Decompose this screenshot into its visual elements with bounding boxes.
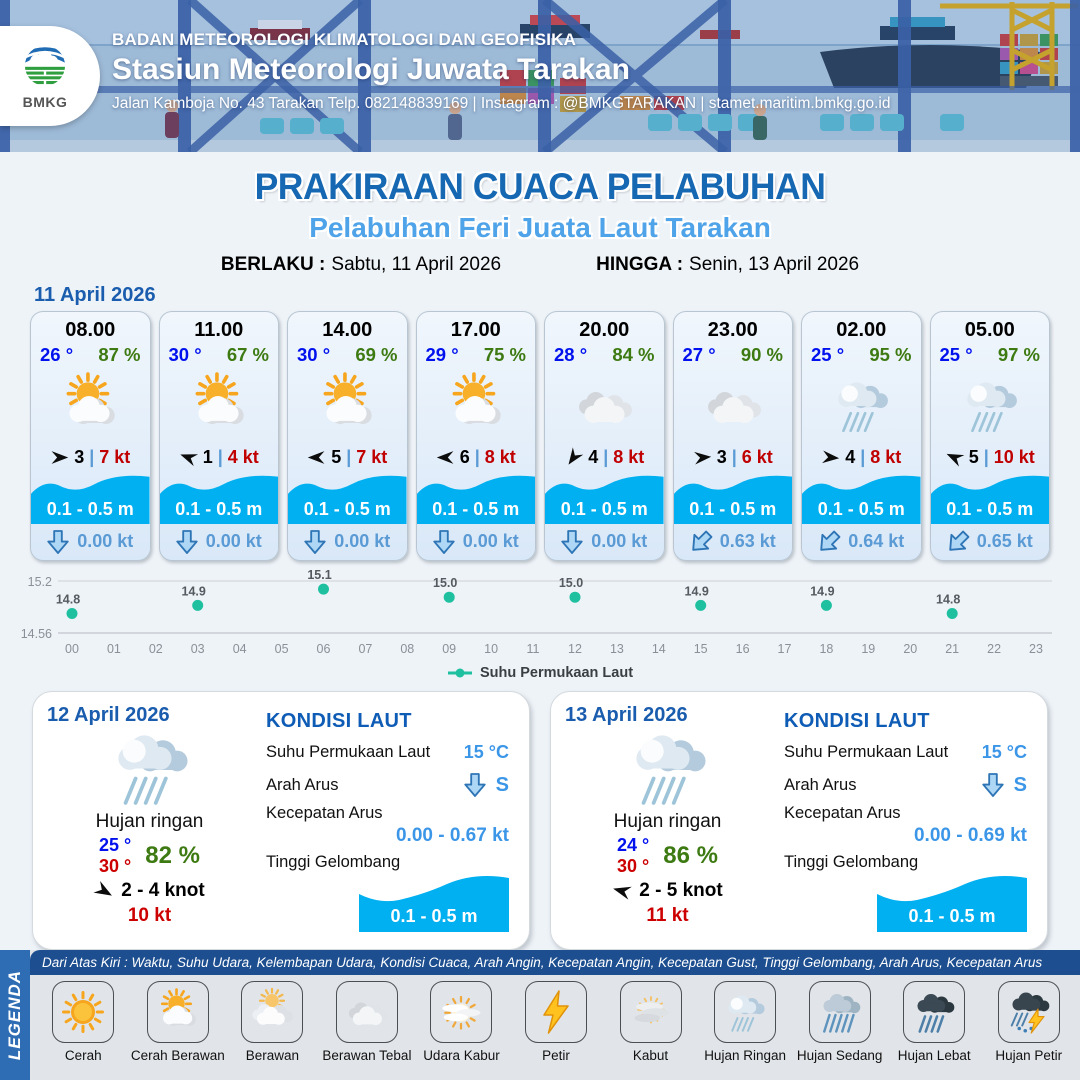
day-weather-icon: [95, 721, 205, 813]
bmkg-logo: [0, 26, 100, 126]
weather-icon: [954, 372, 1026, 438]
legend-weather-icon: [1003, 988, 1055, 1036]
wave-height-label: Tinggi Gelombang: [266, 853, 401, 871]
svg-text:11: 11: [526, 642, 540, 656]
current-direction-label: Arah Arus: [266, 775, 339, 794]
legend-weather-icon: [152, 988, 204, 1036]
current-speed: 0.00 kt: [462, 531, 519, 552]
legend-item: [414, 981, 509, 1063]
wind-speed: 1: [202, 446, 213, 467]
forecast-time: 02.00: [836, 319, 887, 341]
wave-height-band: [802, 471, 921, 524]
chart-legend: [20, 665, 1060, 681]
legend-item: [981, 981, 1076, 1063]
legend-weather-icon: [625, 988, 677, 1036]
weather-icon: [183, 372, 255, 438]
wind-direction-icon: [560, 444, 586, 470]
svg-text:18: 18: [819, 642, 834, 656]
forecast-card: [416, 311, 537, 561]
wind-direction-icon: [176, 445, 200, 469]
svg-text:15.2: 15.2: [27, 575, 52, 589]
wind-direction-icon: [436, 448, 455, 467]
wind-direction-icon: [820, 447, 841, 468]
legend-item-label: Cerah Berawan: [130, 1048, 225, 1063]
forecast-card: [30, 311, 151, 561]
svg-text:17: 17: [777, 642, 792, 656]
legend-item: [792, 981, 887, 1063]
legend-weather-icon: [341, 988, 393, 1036]
current-speed-value: 0.00 - 0.69 kt: [913, 825, 1027, 846]
svg-text:05: 05: [274, 642, 289, 656]
svg-text:14.8: 14.8: [936, 592, 961, 607]
legend: [0, 950, 1080, 1080]
legend-item-label: Cerah: [64, 1048, 102, 1063]
svg-text:15.0: 15.0: [433, 576, 458, 591]
wave-height-label: Tinggi Gelombang: [784, 853, 919, 871]
legend-item-label: Udara Kabur: [423, 1048, 500, 1063]
separator: |: [983, 446, 989, 467]
forecast-cards-row: [30, 311, 1050, 561]
hingga-value: Senin, 13 April 2026: [689, 254, 860, 275]
forecast-humidity: 67 %: [226, 344, 269, 365]
current-direction-value: S: [1013, 773, 1027, 796]
forecast-humidity: 75 %: [483, 344, 526, 365]
forecast-temp: 30 °: [297, 344, 331, 365]
forecast-temp: 27 °: [682, 344, 716, 365]
current-direction-label: Arah Arus: [784, 775, 857, 794]
wave-height-value: 0.1 - 0.5 m: [908, 906, 996, 926]
forecast-temp: 26 °: [40, 344, 74, 365]
validity-row: [0, 254, 1080, 276]
wave-height-band: [545, 471, 664, 524]
svg-text:15: 15: [693, 642, 708, 656]
day-humidity: 82 %: [145, 841, 200, 869]
day-temp-max: 30 °: [99, 855, 132, 876]
station-name: Stasiun Meteorologi Juwata Tarakan: [112, 53, 630, 86]
wind-speed: 4: [588, 446, 599, 467]
wind-direction-icon: [91, 878, 118, 905]
svg-text:02: 02: [148, 642, 163, 656]
current-direction-icon: [684, 525, 718, 559]
wave-height: 0.1 - 0.5 m: [303, 498, 391, 519]
current-speed: 0.63 kt: [719, 531, 776, 552]
current-direction-icon: [561, 529, 583, 555]
forecast-temp: 25 °: [939, 344, 973, 365]
chart-legend-label: Suhu Permukaan Laut: [479, 665, 634, 681]
svg-text:04: 04: [232, 642, 247, 656]
legend-item-label: Berawan Tebal: [322, 1048, 412, 1063]
svg-text:14: 14: [651, 642, 666, 656]
forecast-card: [673, 311, 794, 561]
legend-item-label: Hujan Petir: [995, 1048, 1063, 1063]
forecast-humidity: 95 %: [869, 344, 912, 365]
wind-direction-icon: [692, 447, 713, 468]
day-card: [32, 691, 530, 950]
wind-speed: 5: [331, 446, 342, 467]
legend-item: [887, 981, 982, 1063]
svg-text:19: 19: [861, 642, 876, 656]
wave-height-value: 0.1 - 0.5 m: [390, 906, 478, 926]
current-direction-icon: [304, 529, 326, 555]
org-name: BADAN METEOROLOGI KLIMATOLOGI DAN GEOFISIKA: [112, 30, 577, 49]
svg-text:20: 20: [903, 642, 918, 656]
wave-height: 0.1 - 0.5 m: [432, 498, 520, 519]
current-direction-icon: [941, 525, 975, 559]
current-speed: 0.00 kt: [591, 531, 648, 552]
forecast-temp: 28 °: [554, 344, 588, 365]
sst-value: 15 °C: [981, 742, 1027, 762]
forecast-time: 14.00: [322, 319, 373, 341]
bmkg-emblem-icon: [19, 43, 71, 93]
forecast-time: 17.00: [450, 319, 501, 341]
forecast-time: 20.00: [579, 319, 630, 341]
svg-text:14.9: 14.9: [810, 584, 835, 599]
legend-item-label: Hujan Sedang: [796, 1048, 883, 1063]
current-speed: 0.65 kt: [976, 531, 1033, 552]
sst-chart-zone: [0, 561, 1080, 681]
day-gust: 11 kt: [646, 905, 689, 927]
gust-speed: 7 kt: [99, 446, 131, 467]
title-zone: [0, 152, 1080, 276]
svg-text:14.9: 14.9: [684, 584, 709, 599]
sst-label: Suhu Permukaan Laut: [266, 743, 431, 761]
svg-text:07: 07: [358, 642, 373, 656]
separator: |: [603, 446, 609, 467]
sea-conditions-heading: KONDISI LAUT: [784, 710, 930, 732]
svg-text:21: 21: [945, 642, 960, 656]
legend-note: Dari Atas Kiri : Waktu, Suhu Udara, Kelembapan Udara, Kondisi Cuaca, Arah Angin, Kecepatan Angin, Kecepatan Gust, Tinggi Gelombang, Arah Arus, Kecepatan Arus: [30, 950, 1080, 975]
current-speed-value: 0.00 - 0.67 kt: [395, 825, 509, 846]
forecast-card: [544, 311, 665, 561]
weather-icon: [825, 372, 897, 438]
svg-text:00: 00: [65, 642, 79, 656]
day-summary-row: [32, 691, 1048, 950]
svg-text:13: 13: [609, 642, 624, 656]
chart-legend-marker-icon: [447, 668, 473, 678]
wind-speed: 4: [845, 446, 856, 467]
wave-height: 0.1 - 0.5 m: [175, 498, 263, 519]
forecast-time: 11.00: [194, 319, 244, 341]
legend-item: [698, 981, 793, 1063]
legend-item-label: Hujan Ringan: [704, 1048, 786, 1063]
legend-item: [509, 981, 604, 1063]
legend-item-label: Kabut: [632, 1048, 669, 1063]
berlaku-value: Sabtu, 11 April 2026: [331, 254, 502, 275]
legend-item-label: Hujan Lebat: [897, 1048, 971, 1063]
gust-speed: 8 kt: [484, 446, 516, 467]
separator: |: [89, 446, 95, 467]
wave-height-band: [877, 874, 1027, 932]
legend-weather-icon: [435, 988, 487, 1036]
day-condition: Hujan ringan: [613, 811, 722, 832]
gust-speed: 8 kt: [870, 446, 902, 467]
wave-height: 0.1 - 0.5 m: [689, 498, 777, 519]
page-title: PRAKIRAAN CUACA PELABUHAN: [254, 166, 826, 207]
wind-direction-icon: [50, 448, 69, 467]
wind-direction-icon: [307, 448, 326, 467]
separator: |: [217, 446, 223, 467]
current-direction-icon: [812, 525, 846, 559]
current-speed: 0.00 kt: [334, 531, 391, 552]
weather-icon: [54, 372, 126, 438]
wave-height-band: [160, 471, 279, 524]
day-date: 12 April 2026: [47, 704, 170, 726]
day-wind-range: 2 - 5 knot: [639, 880, 723, 902]
legend-item-label: Berawan: [245, 1048, 300, 1063]
current-direction-icon: [176, 529, 198, 555]
forecast-humidity: 87 %: [98, 344, 141, 365]
svg-text:08: 08: [400, 642, 415, 656]
forecast-card: [801, 311, 922, 561]
svg-text:09: 09: [442, 642, 457, 656]
current-direction-value: S: [495, 773, 509, 796]
forecast-card: [159, 311, 280, 561]
legend-item: [320, 981, 415, 1063]
forecast-humidity: 97 %: [997, 344, 1040, 365]
forecast-humidity: 84 %: [612, 344, 655, 365]
legend-weather-icon: [719, 988, 771, 1036]
day-wind-range: 2 - 4 knot: [121, 880, 205, 902]
day-humidity: 86 %: [663, 841, 718, 869]
wind-direction-icon: [610, 879, 634, 903]
forecast-temp: 25 °: [811, 344, 845, 365]
wave-height-band: [674, 471, 793, 524]
legend-items: [30, 975, 1080, 1080]
bmkg-logo-label: BMKG: [22, 93, 68, 110]
forecast-temp: 29 °: [425, 344, 459, 365]
current-speed: 0.64 kt: [848, 531, 905, 552]
day1-date: 11 April 2026: [34, 284, 156, 306]
legend-title: LEGENDA: [5, 969, 24, 1061]
separator: |: [731, 446, 737, 467]
page-subtitle: Pelabuhan Feri Juata Laut Tarakan: [309, 212, 771, 243]
weather-icon: [440, 372, 512, 438]
wind-speed: 6: [459, 446, 470, 467]
svg-text:23: 23: [1029, 642, 1043, 656]
separator: |: [860, 446, 866, 467]
svg-text:15.1: 15.1: [307, 568, 332, 583]
current-speed-label: Kecepatan Arus: [266, 804, 383, 822]
svg-text:22: 22: [987, 642, 1002, 656]
gust-speed: 8 kt: [613, 446, 645, 467]
current-direction-icon: [433, 529, 455, 555]
weather-icon: [697, 372, 769, 438]
day-card: [550, 691, 1048, 950]
wind-speed: 5: [968, 446, 979, 467]
station-address: Jalan Kamboja No. 43 Tarakan Telp. 082148839169 | Instagram : @BMKGTARAKAN | stamet.maritim.bmkg.go.id: [112, 95, 891, 112]
day-condition: Hujan ringan: [95, 811, 204, 832]
wave-height-band: [31, 471, 150, 524]
forecast-card: [287, 311, 408, 561]
legend-item-label: Petir: [542, 1048, 570, 1063]
forecast-temp: 30 °: [168, 344, 202, 365]
legend-item: [131, 981, 226, 1063]
legend-item: [603, 981, 698, 1063]
svg-text:14.9: 14.9: [181, 584, 206, 599]
forecast-humidity: 69 %: [355, 344, 398, 365]
sst-label: Suhu Permukaan Laut: [784, 743, 949, 761]
gust-speed: 7 kt: [356, 446, 388, 467]
wave-height-band: [417, 471, 536, 524]
svg-text:12: 12: [568, 642, 582, 656]
sst-value: 15 °C: [463, 742, 509, 762]
wave-height: 0.1 - 0.5 m: [946, 498, 1034, 519]
forecast-humidity: 90 %: [740, 344, 783, 365]
current-speed: 0.00 kt: [77, 531, 134, 552]
legend-item: [36, 981, 131, 1063]
wave-height-band: [931, 471, 1050, 524]
forecast-time: 23.00: [707, 319, 758, 341]
legend-weather-icon: [908, 988, 960, 1036]
svg-text:14.56: 14.56: [20, 627, 52, 641]
current-direction-icon: [982, 772, 1004, 798]
forecast-time: 08.00: [65, 319, 116, 341]
legend-item: [225, 981, 320, 1063]
gust-speed: 10 kt: [993, 446, 1035, 467]
weather-icon: [311, 372, 383, 438]
day-temp-min: 25 °: [99, 835, 132, 855]
day-temp-max: 30 °: [617, 855, 650, 876]
svg-text:06: 06: [316, 642, 331, 656]
header: [0, 0, 1080, 152]
wind-direction-icon: [942, 445, 967, 470]
day-weather-icon: [613, 721, 723, 813]
svg-text:10: 10: [484, 642, 499, 656]
separator: |: [474, 446, 480, 467]
sea-conditions-heading: KONDISI LAUT: [266, 710, 412, 732]
day-date: 13 April 2026: [565, 704, 688, 726]
legend-weather-icon: [530, 988, 582, 1036]
wind-speed: 3: [716, 446, 727, 467]
legend-weather-icon: [246, 988, 298, 1036]
forecast-card: [930, 311, 1051, 561]
wave-height-band: [359, 874, 509, 932]
hingga-label: HINGGA :: [596, 254, 684, 275]
berlaku-label: BERLAKU :: [220, 254, 326, 275]
legend-weather-icon: [814, 988, 866, 1036]
current-speed-label: Kecepatan Arus: [784, 804, 901, 822]
sst-chart: [20, 567, 1060, 663]
svg-text:15.0: 15.0: [558, 576, 584, 591]
svg-text:14.8: 14.8: [55, 592, 81, 607]
wave-height: 0.1 - 0.5 m: [46, 498, 134, 519]
svg-text:16: 16: [735, 642, 750, 656]
separator: |: [346, 446, 352, 467]
gust-speed: 4 kt: [227, 446, 259, 467]
day-gust: 10 kt: [127, 905, 172, 927]
legend-weather-icon: [57, 988, 109, 1036]
forecast-time: 05.00: [964, 319, 1015, 341]
legend-title-strip: [0, 950, 30, 1080]
current-direction-icon: [47, 529, 69, 555]
current-direction-icon: [464, 772, 486, 798]
gust-speed: 6 kt: [741, 446, 773, 467]
day-temp-min: 24 °: [617, 835, 650, 855]
weather-icon: [568, 372, 640, 438]
wave-height-band: [288, 471, 407, 524]
wave-height: 0.1 - 0.5 m: [560, 498, 648, 519]
wave-height: 0.1 - 0.5 m: [817, 498, 905, 519]
svg-text:01: 01: [106, 642, 121, 656]
wind-speed: 3: [74, 446, 85, 467]
current-speed: 0.00 kt: [205, 531, 262, 552]
svg-text:03: 03: [190, 642, 205, 656]
